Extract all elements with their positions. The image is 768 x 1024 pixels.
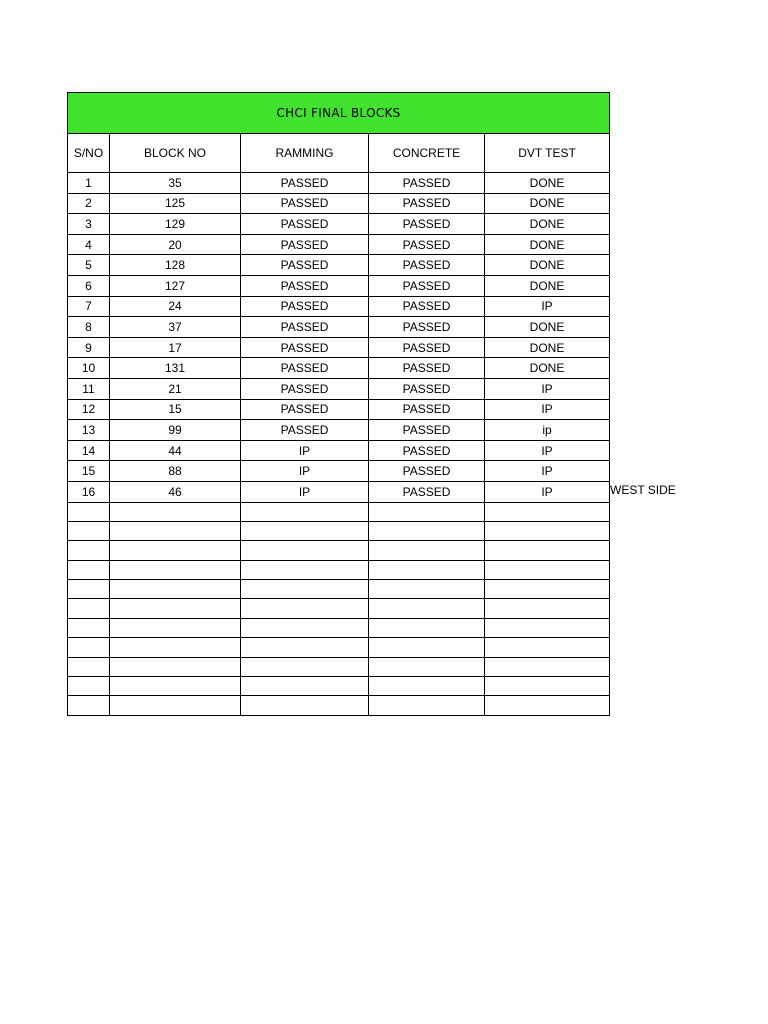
empty-cell[interactable] [485, 599, 610, 618]
empty-cell[interactable] [241, 560, 369, 579]
empty-cell[interactable] [485, 618, 610, 637]
cell-dvt-test[interactable]: IP [485, 399, 610, 420]
table-row [68, 461, 610, 482]
spreadsheet-sheet [67, 92, 609, 716]
empty-cell[interactable] [68, 657, 110, 676]
column-header-concrete[interactable]: CONCRETE [369, 134, 485, 173]
empty-cell[interactable] [241, 696, 369, 715]
table-row [68, 317, 610, 338]
empty-cell[interactable] [485, 657, 610, 676]
empty-cell[interactable] [369, 502, 485, 521]
empty-cell[interactable] [369, 580, 485, 599]
cell-block-no[interactable]: 24 [110, 296, 241, 317]
cell-concrete[interactable]: PASSED [369, 214, 485, 235]
cell-sno[interactable]: 15 [68, 461, 110, 482]
empty-cell[interactable] [241, 657, 369, 676]
table-row [68, 420, 610, 441]
cell-block-no[interactable]: 129 [110, 214, 241, 235]
cell-concrete[interactable]: PASSED [369, 275, 485, 296]
empty-table-row [68, 638, 610, 657]
cell-ramming[interactable]: PASSED [241, 255, 369, 276]
empty-cell[interactable] [110, 580, 241, 599]
table-row [68, 296, 610, 317]
cell-ramming[interactable]: PASSED [241, 399, 369, 420]
empty-cell[interactable] [241, 599, 369, 618]
empty-cell[interactable] [485, 502, 610, 521]
cell-sno[interactable]: 8 [68, 317, 110, 338]
cell-concrete[interactable]: PASSED [369, 255, 485, 276]
empty-cell[interactable] [110, 521, 241, 540]
cell-ramming[interactable]: PASSED [241, 234, 369, 255]
cell-concrete[interactable]: PASSED [369, 399, 485, 420]
cell-block-no[interactable]: 20 [110, 234, 241, 255]
cell-sno[interactable]: 4 [68, 234, 110, 255]
cell-sno[interactable]: 6 [68, 275, 110, 296]
cell-concrete[interactable]: PASSED [369, 461, 485, 482]
cell-dvt-test[interactable]: DONE [485, 234, 610, 255]
empty-cell[interactable] [241, 521, 369, 540]
empty-cell[interactable] [110, 618, 241, 637]
cell-ramming[interactable]: PASSED [241, 378, 369, 399]
cell-ramming[interactable]: PASSED [241, 193, 369, 214]
empty-cell[interactable] [369, 541, 485, 560]
empty-cell[interactable] [68, 502, 110, 521]
cell-dvt-test[interactable]: DONE [485, 214, 610, 235]
empty-table-row [68, 580, 610, 599]
empty-cell[interactable] [485, 580, 610, 599]
empty-table-row [68, 521, 610, 540]
cell-dvt-test[interactable]: DONE [485, 358, 610, 379]
empty-cell[interactable] [369, 677, 485, 696]
empty-cell[interactable] [369, 657, 485, 676]
empty-cell[interactable] [241, 638, 369, 657]
cell-ramming[interactable]: PASSED [241, 317, 369, 338]
empty-cell[interactable] [68, 560, 110, 579]
cell-dvt-test[interactable]: DONE [485, 173, 610, 194]
column-header-block-no[interactable]: BLOCK NO [110, 134, 241, 173]
empty-cell[interactable] [110, 657, 241, 676]
side-note[interactable]: WEST SIDE [610, 483, 676, 497]
cell-block-no[interactable]: 46 [110, 481, 241, 502]
empty-cell[interactable] [241, 677, 369, 696]
empty-cell[interactable] [110, 541, 241, 560]
cell-sno[interactable]: 3 [68, 214, 110, 235]
cell-concrete[interactable]: PASSED [369, 337, 485, 358]
cell-sno[interactable]: 12 [68, 399, 110, 420]
cell-sno[interactable]: 9 [68, 337, 110, 358]
empty-cell[interactable] [110, 696, 241, 715]
empty-table-row [68, 502, 610, 521]
cell-ramming[interactable]: IP [241, 461, 369, 482]
cell-block-no[interactable]: 17 [110, 337, 241, 358]
cell-sno[interactable]: 13 [68, 420, 110, 441]
table-row [68, 358, 610, 379]
column-header-dvt-test[interactable]: DVT TEST [485, 134, 610, 173]
cell-ramming[interactable]: PASSED [241, 214, 369, 235]
cell-concrete[interactable]: PASSED [369, 358, 485, 379]
column-header-sno[interactable]: S/NO [68, 134, 110, 173]
empty-table-row [68, 677, 610, 696]
cell-dvt-test[interactable]: DONE [485, 255, 610, 276]
table-body [68, 173, 610, 716]
cell-ramming[interactable]: PASSED [241, 275, 369, 296]
table-row [68, 255, 610, 276]
table-row [68, 337, 610, 358]
cell-concrete[interactable]: PASSED [369, 234, 485, 255]
cell-ramming[interactable]: PASSED [241, 358, 369, 379]
cell-ramming[interactable]: PASSED [241, 173, 369, 194]
cell-concrete[interactable]: PASSED [369, 440, 485, 461]
cell-block-no[interactable]: 131 [110, 358, 241, 379]
cell-ramming[interactable]: PASSED [241, 420, 369, 441]
empty-cell[interactable] [485, 677, 610, 696]
empty-cell[interactable] [68, 677, 110, 696]
cell-concrete[interactable]: PASSED [369, 420, 485, 441]
empty-cell[interactable] [485, 521, 610, 540]
cell-dvt-test[interactable]: DONE [485, 317, 610, 338]
empty-cell[interactable] [369, 599, 485, 618]
table-row [68, 193, 610, 214]
table-row [68, 378, 610, 399]
empty-cell[interactable] [68, 521, 110, 540]
cell-dvt-test[interactable]: IP [485, 461, 610, 482]
cell-concrete[interactable]: PASSED [369, 173, 485, 194]
cell-sno[interactable]: 11 [68, 378, 110, 399]
column-header-ramming[interactable]: RAMMING [241, 134, 369, 173]
table-row [68, 275, 610, 296]
empty-cell[interactable] [485, 696, 610, 715]
cell-block-no[interactable]: 127 [110, 275, 241, 296]
cell-dvt-test[interactable]: ip [485, 420, 610, 441]
cell-block-no[interactable]: 21 [110, 378, 241, 399]
empty-cell[interactable] [369, 638, 485, 657]
cell-block-no[interactable]: 35 [110, 173, 241, 194]
cell-dvt-test[interactable]: DONE [485, 275, 610, 296]
cell-ramming[interactable]: PASSED [241, 296, 369, 317]
empty-table-row [68, 657, 610, 676]
cell-dvt-test[interactable]: DONE [485, 193, 610, 214]
empty-cell[interactable] [68, 696, 110, 715]
cell-dvt-test[interactable]: IP [485, 378, 610, 399]
cell-sno[interactable]: 5 [68, 255, 110, 276]
cell-block-no[interactable]: 99 [110, 420, 241, 441]
cell-block-no[interactable]: 44 [110, 440, 241, 461]
cell-concrete[interactable]: PASSED [369, 481, 485, 502]
blocks-table [67, 92, 610, 716]
cell-block-no[interactable]: 37 [110, 317, 241, 338]
empty-cell[interactable] [241, 618, 369, 637]
empty-cell[interactable] [68, 638, 110, 657]
cell-block-no[interactable]: 125 [110, 193, 241, 214]
cell-dvt-test[interactable]: IP [485, 481, 610, 502]
sheet-title[interactable]: CHCI FINAL BLOCKS [68, 93, 610, 134]
empty-cell[interactable] [369, 696, 485, 715]
table-row [68, 173, 610, 194]
cell-ramming[interactable]: PASSED [241, 337, 369, 358]
title-row [68, 93, 610, 134]
cell-sno[interactable]: 10 [68, 358, 110, 379]
cell-concrete[interactable]: PASSED [369, 317, 485, 338]
empty-cell[interactable] [369, 521, 485, 540]
cell-block-no[interactable]: 128 [110, 255, 241, 276]
cell-concrete[interactable]: PASSED [369, 193, 485, 214]
cell-dvt-test[interactable]: IP [485, 440, 610, 461]
empty-cell[interactable] [68, 618, 110, 637]
empty-cell[interactable] [68, 580, 110, 599]
cell-block-no[interactable]: 15 [110, 399, 241, 420]
empty-table-row [68, 696, 610, 715]
table-row [68, 481, 610, 502]
empty-cell[interactable] [369, 618, 485, 637]
empty-cell[interactable] [68, 541, 110, 560]
empty-cell[interactable] [369, 560, 485, 579]
empty-table-row [68, 618, 610, 637]
cell-sno[interactable]: 7 [68, 296, 110, 317]
empty-cell[interactable] [68, 599, 110, 618]
empty-cell[interactable] [241, 541, 369, 560]
empty-table-row [68, 560, 610, 579]
cell-sno[interactable]: 14 [68, 440, 110, 461]
cell-sno[interactable]: 1 [68, 173, 110, 194]
cell-dvt-test[interactable]: IP [485, 296, 610, 317]
cell-ramming[interactable]: IP [241, 440, 369, 461]
empty-cell[interactable] [110, 638, 241, 657]
empty-cell[interactable] [485, 560, 610, 579]
empty-cell[interactable] [110, 560, 241, 579]
table-row [68, 440, 610, 461]
cell-sno[interactable]: 2 [68, 193, 110, 214]
cell-ramming[interactable]: IP [241, 481, 369, 502]
empty-cell[interactable] [241, 502, 369, 521]
empty-cell[interactable] [241, 580, 369, 599]
table-row [68, 234, 610, 255]
table-row [68, 399, 610, 420]
empty-cell[interactable] [485, 638, 610, 657]
cell-block-no[interactable]: 88 [110, 461, 241, 482]
table-row [68, 214, 610, 235]
empty-cell[interactable] [485, 541, 610, 560]
empty-cell[interactable] [110, 502, 241, 521]
cell-dvt-test[interactable]: DONE [485, 337, 610, 358]
empty-table-row [68, 541, 610, 560]
cell-concrete[interactable]: PASSED [369, 296, 485, 317]
header-row [68, 134, 610, 173]
empty-table-row [68, 599, 610, 618]
cell-concrete[interactable]: PASSED [369, 378, 485, 399]
empty-cell[interactable] [110, 599, 241, 618]
cell-sno[interactable]: 16 [68, 481, 110, 502]
empty-cell[interactable] [110, 677, 241, 696]
